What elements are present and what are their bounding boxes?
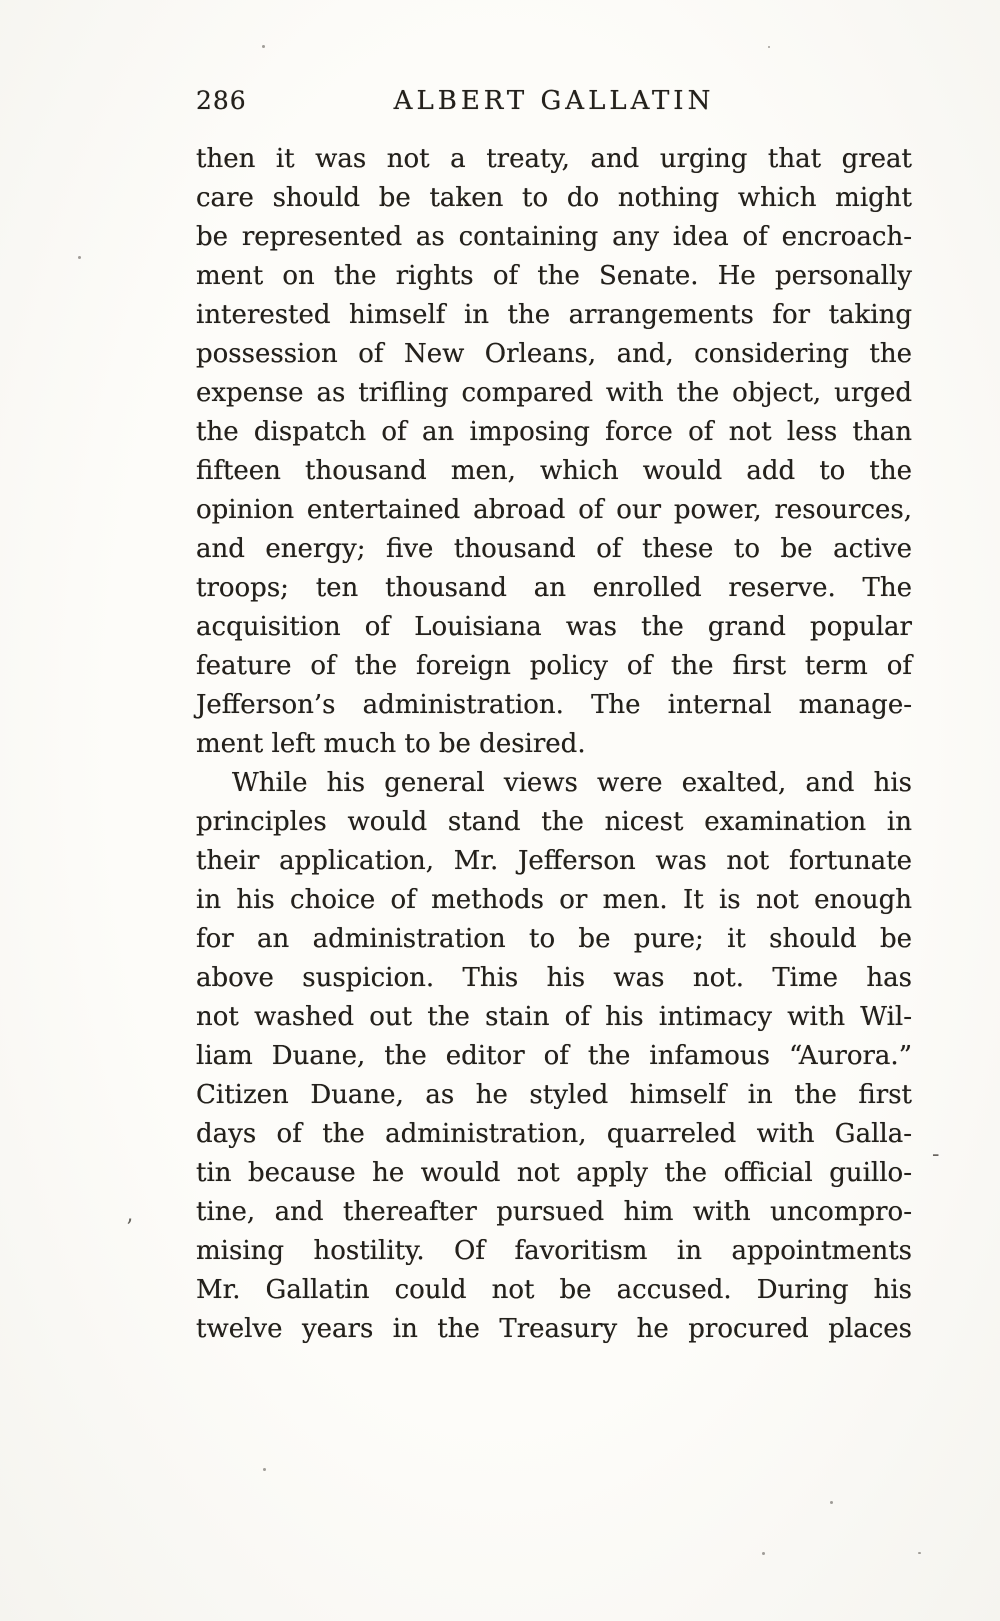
text-line: interested himself in the arrangements for taking <box>196 300 912 330</box>
scan-artifact <box>762 1552 765 1555</box>
text-line: Citizen Duane, as he styled himself in the first <box>196 1080 912 1110</box>
text-line: feature of the foreign policy of the first term of <box>196 651 912 681</box>
text-line: be represented as containing any idea of encroach- <box>196 222 912 252</box>
text-line: tin because he would not apply the official guillo- <box>196 1158 912 1188</box>
text-line: Mr. Gallatin could not be accused. During his <box>196 1275 912 1305</box>
text-line: ment left much to be desired. <box>196 729 586 759</box>
scan-artifact <box>78 256 81 259</box>
text-line: acquisition of Louisiana was the grand popular <box>196 612 912 642</box>
text-line: tine, and thereafter pursued him with uncompro- <box>196 1197 912 1227</box>
text-line: possession of New Orleans, and, considering the <box>196 339 912 369</box>
text-line: above suspicion. This his was not. Time has <box>196 963 912 993</box>
page-number: 286 <box>196 86 247 115</box>
text-line: for an administration to be pure; it should be <box>196 924 912 954</box>
scan-artifact <box>918 1552 921 1554</box>
text-line: expense as trifling compared with the object, urged <box>196 378 912 408</box>
text-line: principles would stand the nicest examination in <box>196 807 912 837</box>
right-margin-mark: - <box>932 1142 940 1167</box>
text-line: troops; ten thousand an enrolled reserve. The <box>196 573 912 603</box>
text-line: twelve years in the Treasury he procured places <box>196 1314 912 1344</box>
text-line: ment on the rights of the Senate. He personally <box>196 261 912 291</box>
text-line: While his general views were exalted, and his <box>232 768 912 798</box>
scan-artifact <box>263 1468 266 1471</box>
text-line: opinion entertained abroad of our power, resources, <box>196 495 912 525</box>
scan-artifact <box>830 1501 833 1504</box>
text-line: their application, Mr. Jefferson was not fortunate <box>196 846 912 876</box>
left-margin-mark: ’ <box>126 1216 133 1241</box>
text-line: liam Duane, the editor of the infamous “Aurora.” <box>196 1041 912 1071</box>
running-title: ALBERT GALLATIN <box>393 86 715 116</box>
scan-artifact <box>768 46 770 48</box>
text-block <box>196 140 912 1349</box>
text-line: the dispatch of an imposing force of not less than <box>196 417 912 447</box>
page-header <box>196 84 912 118</box>
text-line: days of the administration, quarreled with Galla- <box>196 1119 912 1149</box>
text-line: mising hostility. Of favoritism in appointments <box>196 1236 912 1266</box>
scan-artifact <box>262 45 265 48</box>
text-line: then it was not a treaty, and urging that great <box>196 144 912 174</box>
text-line: fifteen thousand men, which would add to the <box>196 456 912 486</box>
text-line: not washed out the stain of his intimacy with Wil- <box>196 1002 912 1032</box>
text-line: care should be taken to do nothing which might <box>196 183 912 213</box>
paragraph <box>196 764 912 1349</box>
paragraph <box>196 140 912 764</box>
text-line: Jefferson’s administration. The internal manage- <box>196 690 912 720</box>
text-line: in his choice of methods or men. It is not enough <box>196 885 912 915</box>
text-line: and energy; five thousand of these to be active <box>196 534 912 564</box>
